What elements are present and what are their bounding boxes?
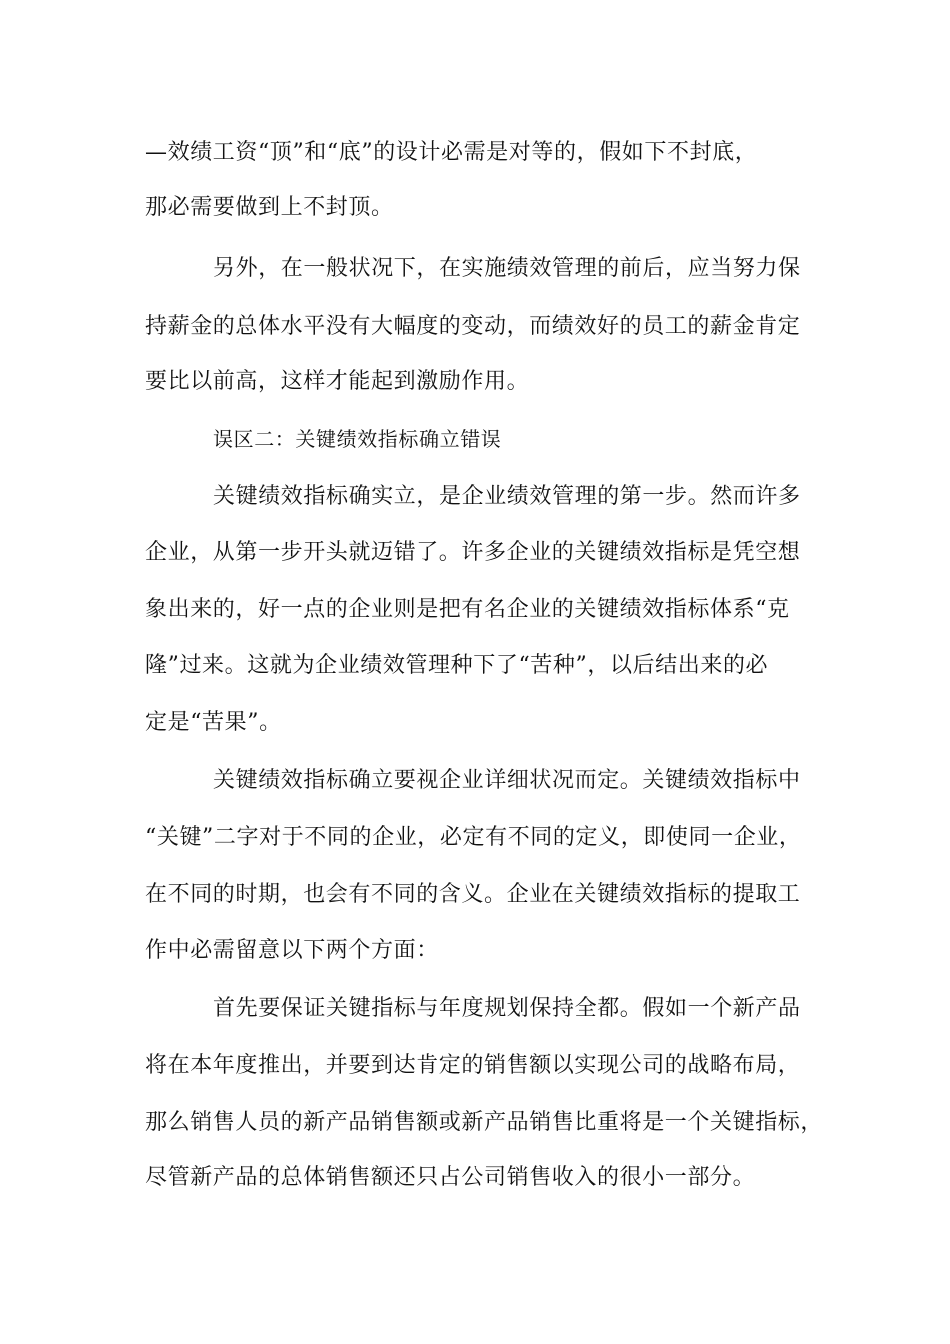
paragraph-line: 另外，在一般状况下，在实施绩效管理的前后，应当努力保 bbox=[213, 256, 801, 281]
paragraph-line: 关键绩效指标确实立，是企业绩效管理的第一步。然而许多 bbox=[213, 484, 801, 509]
paragraph-line: 企业，从第一步开头就迈错了。许多企业的关键绩效指标是凭空想 bbox=[145, 540, 801, 565]
paragraph-line: 象出来的，好一点的企业则是把有名企业的关键绩效指标体系“克 bbox=[145, 597, 790, 622]
paragraph-line: 持薪金的总体水平没有大幅度的变动，而绩效好的员工的薪金肯定 bbox=[145, 314, 801, 339]
paragraph-line: 将在本年度推出，并要到达肯定的销售额以实现公司的战略布局， bbox=[145, 1053, 801, 1078]
paragraph-line: “关键”二字对于不同的企业，必定有不同的定义，即使同一企业， bbox=[145, 825, 802, 850]
paragraph-line: 尽管新产品的总体销售额还只占公司销售收入的很小一部分。 bbox=[145, 1165, 756, 1190]
paragraph-line: 在不同的时期，也会有不同的含义。企业在关键绩效指标的提取工 bbox=[145, 882, 801, 907]
paragraph-line: —效绩工资“顶”和“底”的设计必需是对等的，假如下不封底， bbox=[145, 140, 758, 165]
paragraph-line: 那么销售人员的新产品销售额或新产品销售比重将是一个关键指标， bbox=[145, 1110, 824, 1135]
paragraph-line: 关键绩效指标确立要视企业详细状况而定。关键绩效指标中 bbox=[213, 768, 801, 793]
paragraph-line: 首先要保证关键指标与年度规划保持全都。假如一个新产品 bbox=[213, 996, 801, 1021]
paragraph-line: 要比以前高，这样才能起到激励作用。 bbox=[145, 369, 530, 394]
section-heading: 误区二：关键绩效指标确立错误 bbox=[213, 427, 502, 451]
paragraph-line: 那必需要做到上不封顶。 bbox=[145, 195, 394, 220]
paragraph-line: 作中必需留意以下两个方面： bbox=[145, 938, 439, 963]
paragraph-line: 隆”过来。这就为企业绩效管理种下了“苦种”，以后结出来的必 bbox=[145, 653, 769, 678]
paragraph-line: 定是“苦果”。 bbox=[145, 710, 282, 735]
